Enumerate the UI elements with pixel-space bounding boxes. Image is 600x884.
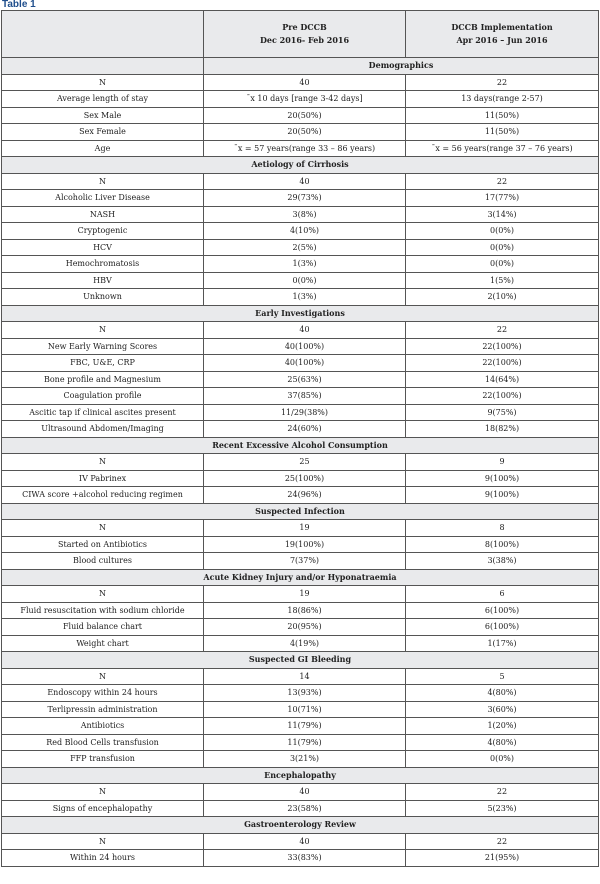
row-label-cell: N (2, 74, 204, 91)
dccb-value-cell: 9(100%) (406, 487, 599, 504)
row-label-cell: Red Blood Cells transfusion (2, 734, 204, 751)
table-row (2, 619, 599, 636)
pre-dccb-value-cell: 23(58%) (204, 800, 406, 817)
row-label-cell: Terlipressin administration (2, 701, 204, 718)
row-label-cell: CIWA score +alcohol reducing regimen (2, 487, 204, 504)
table-row (2, 355, 599, 372)
table-row (2, 107, 599, 124)
pre-dccb-value-cell: 13(93%) (204, 685, 406, 702)
section-title: Aetiology of Cirrhosis (2, 157, 599, 174)
pre-dccb-value-cell: 19 (204, 520, 406, 537)
dccb-value-cell: 9(100%) (406, 470, 599, 487)
pre-dccb-value-cell: 25(63%) (204, 371, 406, 388)
row-label-cell: Fluid resuscitation with sodium chloride (2, 602, 204, 619)
row-label-cell: N (2, 833, 204, 850)
pre-dccb-value-cell: 1(3%) (204, 256, 406, 273)
header-dccb-title: DCCB Implementation (451, 22, 553, 32)
header-dccb-dates: Apr 2016 – Jun 2016 (456, 35, 548, 45)
header-pre-dccb-dates: Dec 2016- Feb 2016 (259, 35, 350, 45)
row-label-cell: N (2, 454, 204, 471)
pre-dccb-value-cell: 40(100%) (204, 355, 406, 372)
row-label-cell: NASH (2, 206, 204, 223)
pre-dccb-value-cell: 40 (204, 173, 406, 190)
header-row (2, 11, 599, 58)
dccb-value-cell: 6(100%) (406, 619, 599, 636)
table-row (2, 718, 599, 735)
section-header-row (2, 503, 599, 520)
dccb-value-cell: 17(77%) (406, 190, 599, 207)
pre-dccb-value-cell: 40 (204, 74, 406, 91)
table-row (2, 239, 599, 256)
table-body (2, 11, 599, 867)
pre-dccb-value-cell: 2(5%) (204, 239, 406, 256)
header-pre-dccb (204, 11, 406, 58)
row-label-cell: New Early Warning Scores (2, 338, 204, 355)
row-label-cell: HCV (2, 239, 204, 256)
table-row (2, 536, 599, 553)
pre-dccb-value-cell: 7(37%) (204, 553, 406, 570)
row-label-cell: N (2, 586, 204, 603)
dccb-value-cell: 8 (406, 520, 599, 537)
table-row (2, 668, 599, 685)
table-row (2, 140, 599, 157)
section-blank-cell (2, 58, 204, 75)
table-row (2, 421, 599, 438)
dccb-value-cell: 5(23%) (406, 800, 599, 817)
row-label-cell: N (2, 173, 204, 190)
table-row (2, 289, 599, 306)
table-row (2, 388, 599, 405)
section-title: Demographics (204, 58, 599, 75)
dccb-value-cell: 18(82%) (406, 421, 599, 438)
table-row (2, 371, 599, 388)
dccb-value-cell: 13 days(range 2-57) (406, 91, 599, 108)
pre-dccb-value-cell: 1(3%) (204, 289, 406, 306)
row-label-cell: Endoscopy within 24 hours (2, 685, 204, 702)
section-title: Gastroenterology Review (2, 817, 599, 834)
dccb-value-cell: 3(14%) (406, 206, 599, 223)
dccb-value-cell: 22(100%) (406, 338, 599, 355)
pre-dccb-value-cell: 24(60%) (204, 421, 406, 438)
row-label-cell: Signs of encephalopathy (2, 800, 204, 817)
pre-dccb-value-cell: 40 (204, 833, 406, 850)
table-row (2, 190, 599, 207)
table-row (2, 784, 599, 801)
table-row (2, 91, 599, 108)
header-dccb-implementation (406, 11, 599, 58)
pre-dccb-value-cell: 40 (204, 784, 406, 801)
dccb-value-cell: 0(0%) (406, 223, 599, 240)
table-row (2, 734, 599, 751)
dccb-value-cell: 22 (406, 322, 599, 339)
row-label-cell: Within 24 hours (2, 850, 204, 867)
table-row (2, 124, 599, 141)
section-title: Early Investigations (2, 305, 599, 322)
pre-dccb-value-cell: 20(95%) (204, 619, 406, 636)
row-label-cell: FFP transfusion (2, 751, 204, 768)
row-label-cell: Started on Antibiotics (2, 536, 204, 553)
pre-dccb-value-cell: 40 (204, 322, 406, 339)
pre-dccb-value-cell: 20(50%) (204, 107, 406, 124)
pre-dccb-value-cell: 40(100%) (204, 338, 406, 355)
table-row (2, 206, 599, 223)
dccb-value-cell: 1(5%) (406, 272, 599, 289)
row-label-cell: Weight chart (2, 635, 204, 652)
row-label-cell: Average length of stay (2, 91, 204, 108)
row-label-cell: Age (2, 140, 204, 157)
row-label-cell: FBC, U&E, CRP (2, 355, 204, 372)
section-header-row (2, 305, 599, 322)
dccb-value-cell: 11(50%) (406, 124, 599, 141)
dccb-value-cell: 0(0%) (406, 751, 599, 768)
pre-dccb-value-cell: 3(8%) (204, 206, 406, 223)
section-title: Recent Excessive Alcohol Consumption (2, 437, 599, 454)
pre-dccb-value-cell: 20(50%) (204, 124, 406, 141)
header-pre-dccb-title: Pre DCCB (282, 22, 327, 32)
section-title: Suspected GI Bleeding (2, 652, 599, 669)
row-label-cell: Cryptogenic (2, 223, 204, 240)
pre-dccb-value-cell: 4(10%) (204, 223, 406, 240)
row-label-cell: Sex Male (2, 107, 204, 124)
dccb-value-cell: 9 (406, 454, 599, 471)
pre-dccb-value-cell: 11/29(38%) (204, 404, 406, 421)
dccb-value-cell: 3(38%) (406, 553, 599, 570)
pre-dccb-value-cell: 11(79%) (204, 718, 406, 735)
dccb-value-cell: 5 (406, 668, 599, 685)
section-header-row (2, 569, 599, 586)
section-header-row (2, 652, 599, 669)
table-row (2, 487, 599, 504)
dccb-value-cell: 22(100%) (406, 355, 599, 372)
pre-dccb-value-cell: 14 (204, 668, 406, 685)
pre-dccb-value-cell: 3(21%) (204, 751, 406, 768)
table-row (2, 470, 599, 487)
table-row (2, 553, 599, 570)
section-header-row (2, 767, 599, 784)
pre-dccb-value-cell: 37(85%) (204, 388, 406, 405)
row-label-cell: Sex Female (2, 124, 204, 141)
pre-dccb-value-cell: 25(100%) (204, 470, 406, 487)
table-row (2, 685, 599, 702)
section-title: Suspected Infection (2, 503, 599, 520)
dccb-value-cell: 21(95%) (406, 850, 599, 867)
dccb-value-cell: 2(10%) (406, 289, 599, 306)
pre-dccb-value-cell: 33(83%) (204, 850, 406, 867)
row-label-cell: Antibiotics (2, 718, 204, 735)
section-header-row (2, 157, 599, 174)
dccb-value-cell: 8(100%) (406, 536, 599, 553)
table-row (2, 701, 599, 718)
row-label-cell: Coagulation profile (2, 388, 204, 405)
dccb-value-cell: 22 (406, 74, 599, 91)
dccb-value-cell: 1(20%) (406, 718, 599, 735)
table-row (2, 520, 599, 537)
row-label-cell: Fluid balance chart (2, 619, 204, 636)
row-label-cell: Hemochromatosis (2, 256, 204, 273)
dccb-value-cell: 3(60%) (406, 701, 599, 718)
pre-dccb-value-cell: 4(19%) (204, 635, 406, 652)
row-label-cell: Ultrasound Abdomen/Imaging (2, 421, 204, 438)
dccb-value-cell: 4(80%) (406, 734, 599, 751)
dccb-value-cell: 6 (406, 586, 599, 603)
table-row (2, 173, 599, 190)
dccb-value-cell: 22(100%) (406, 388, 599, 405)
dccb-value-cell: ˉx = 56 years(range 37 – 76 years) (406, 140, 599, 157)
row-label-cell: IV Pabrinex (2, 470, 204, 487)
table-row (2, 74, 599, 91)
row-label-cell: N (2, 322, 204, 339)
data-table (1, 10, 599, 867)
table-caption: Table 1 (2, 0, 36, 10)
pre-dccb-value-cell: 19 (204, 586, 406, 603)
dccb-value-cell: 11(50%) (406, 107, 599, 124)
row-label-cell: Ascitic tap if clinical ascites present (2, 404, 204, 421)
row-label-cell: Bone profile and Magnesium (2, 371, 204, 388)
table-row (2, 635, 599, 652)
pre-dccb-value-cell: 18(86%) (204, 602, 406, 619)
pre-dccb-value-cell: 19(100%) (204, 536, 406, 553)
table-row (2, 272, 599, 289)
section-header-row (2, 437, 599, 454)
table-row (2, 338, 599, 355)
dccb-value-cell: 22 (406, 173, 599, 190)
table-row (2, 404, 599, 421)
table-row (2, 833, 599, 850)
dccb-value-cell: 1(17%) (406, 635, 599, 652)
row-label-cell: N (2, 668, 204, 685)
pre-dccb-value-cell: 29(73%) (204, 190, 406, 207)
section-header-row (2, 58, 599, 75)
pre-dccb-value-cell: 11(79%) (204, 734, 406, 751)
pre-dccb-value-cell: ˉx = 57 years(range 33 – 86 years) (204, 140, 406, 157)
dccb-value-cell: 6(100%) (406, 602, 599, 619)
header-blank-cell (2, 11, 204, 58)
pre-dccb-value-cell: 0(0%) (204, 272, 406, 289)
row-label-cell: Alcoholic Liver Disease (2, 190, 204, 207)
section-title: Encephalopathy (2, 767, 599, 784)
dccb-value-cell: 9(75%) (406, 404, 599, 421)
table-row (2, 586, 599, 603)
table-row (2, 800, 599, 817)
table-row (2, 454, 599, 471)
section-header-row (2, 817, 599, 834)
section-title: Acute Kidney Injury and/or Hyponatraemia (2, 569, 599, 586)
dccb-value-cell: 4(80%) (406, 685, 599, 702)
dccb-value-cell: 0(0%) (406, 239, 599, 256)
table-row (2, 322, 599, 339)
dccb-value-cell: 14(64%) (406, 371, 599, 388)
pre-dccb-value-cell: 10(71%) (204, 701, 406, 718)
pre-dccb-value-cell: ˉx 10 days [range 3-42 days] (204, 91, 406, 108)
dccb-value-cell: 22 (406, 833, 599, 850)
table-row (2, 602, 599, 619)
table-row (2, 850, 599, 867)
table-row (2, 256, 599, 273)
pre-dccb-value-cell: 24(96%) (204, 487, 406, 504)
row-label-cell: N (2, 784, 204, 801)
row-label-cell: HBV (2, 272, 204, 289)
dccb-value-cell: 22 (406, 784, 599, 801)
row-label-cell: Blood cultures (2, 553, 204, 570)
dccb-value-cell: 0(0%) (406, 256, 599, 273)
row-label-cell: Unknown (2, 289, 204, 306)
pre-dccb-value-cell: 25 (204, 454, 406, 471)
table-row (2, 751, 599, 768)
row-label-cell: N (2, 520, 204, 537)
table-row (2, 223, 599, 240)
